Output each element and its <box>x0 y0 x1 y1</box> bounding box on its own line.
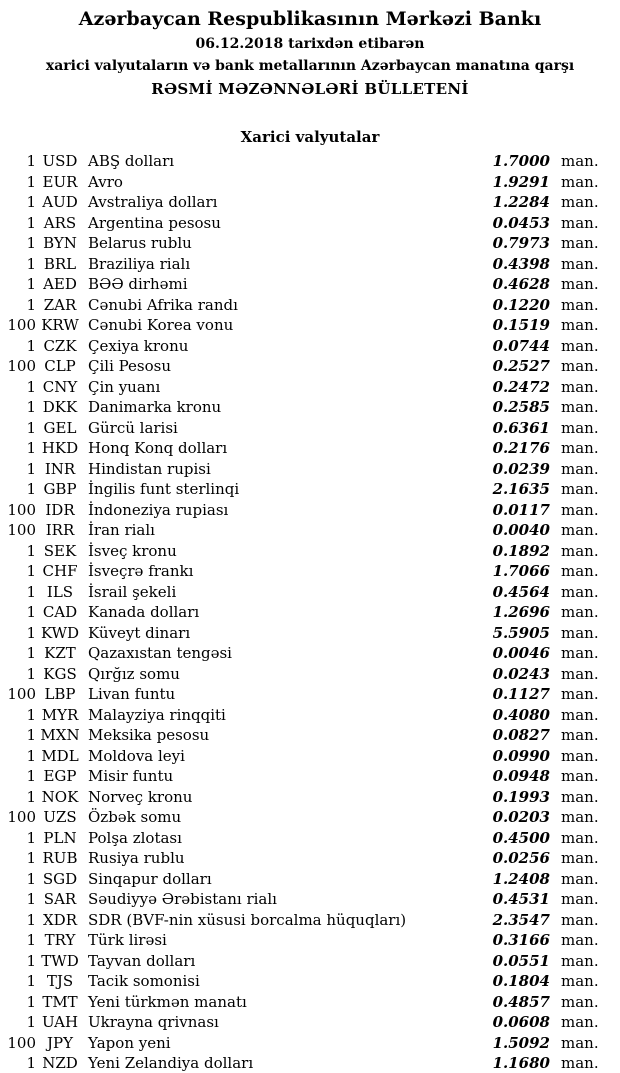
name-cell: Braziliya rialı <box>88 254 191 273</box>
code-cell: LBP <box>44 685 76 703</box>
unit-cell: man. <box>561 377 599 396</box>
nominal-cell: 100 <box>7 500 36 519</box>
name-cell: Gürcü larisi <box>88 418 178 437</box>
unit-cell: man. <box>561 500 599 519</box>
code-cell: KGS <box>43 664 77 683</box>
name-cell: Misir funtu <box>88 767 174 785</box>
rate-cell: 2.1635 <box>492 480 550 498</box>
rate-cell: 0.4080 <box>492 705 550 724</box>
code-cell: UZS <box>43 808 77 826</box>
unit-cell: man. <box>561 787 599 806</box>
code-cell: KZT <box>44 644 76 662</box>
nominal-cell: 100 <box>7 1033 36 1052</box>
name-cell: Ukrayna qrivnası <box>88 1013 219 1031</box>
nominal-cell: 1 <box>26 193 36 211</box>
nominal-cell: 1 <box>26 562 36 580</box>
rate-cell: 0.2527 <box>492 357 550 375</box>
code-cell: PLN <box>43 828 77 847</box>
rate-cell: 0.4628 <box>492 275 550 293</box>
rate-cell: 0.0243 <box>492 664 550 683</box>
code-cell: XDR <box>43 910 77 929</box>
name-cell: Çin yuanı <box>88 377 161 396</box>
code-cell: RUB <box>42 849 78 867</box>
code-cell: SEK <box>43 541 77 560</box>
table-row <box>0 336 620 357</box>
table-row <box>0 151 620 172</box>
rate-cell: 1.7066 <box>492 562 550 580</box>
code-cell: AED <box>43 275 77 293</box>
nominal-cell: 1 <box>26 603 36 621</box>
rate-cell: 0.3166 <box>492 931 550 949</box>
nominal-cell: 1 <box>26 972 36 990</box>
nominal-cell: 1 <box>26 582 36 601</box>
unit-cell: man. <box>561 418 599 437</box>
nominal-cell: 1 <box>26 767 36 785</box>
table-row <box>0 746 620 767</box>
nominal-cell: 1 <box>26 644 36 662</box>
unit-cell: man. <box>561 193 599 211</box>
table-row <box>0 951 620 972</box>
rate-cell: 0.6361 <box>492 418 550 437</box>
table-row <box>0 233 620 254</box>
code-cell: EGP <box>43 767 77 785</box>
code-cell: USD <box>42 152 78 170</box>
nominal-cell: 1 <box>26 664 36 683</box>
name-cell: Meksika pesosu <box>88 726 210 744</box>
code-cell: EUR <box>42 172 78 191</box>
unit-cell: man. <box>561 685 599 703</box>
table-row <box>0 1033 620 1054</box>
nominal-cell: 1 <box>26 705 36 724</box>
code-cell: KWD <box>40 623 80 642</box>
unit-cell: man. <box>561 357 599 375</box>
name-cell: Hindistan rupisi <box>88 459 211 478</box>
code-cell: CNY <box>42 377 78 396</box>
nominal-cell: 1 <box>26 910 36 929</box>
code-cell: ARS <box>43 213 77 232</box>
nominal-cell: 1 <box>26 254 36 273</box>
rate-cell: 1.2696 <box>492 603 550 621</box>
unit-cell: man. <box>561 316 599 334</box>
unit-cell: man. <box>561 869 599 888</box>
rate-cell: 0.0453 <box>492 213 550 232</box>
bulletin-title: RƏSMİ MƏZƏNNƏLƏRİ BÜLLETENİ <box>151 80 469 98</box>
rate-cell: 0.1804 <box>492 972 550 990</box>
table-row <box>0 520 620 541</box>
rate-cell: 0.0256 <box>492 849 550 867</box>
table-row <box>0 971 620 992</box>
name-cell: Argentina pesosu <box>88 213 221 232</box>
unit-cell: man. <box>561 664 599 683</box>
rate-cell: 1.2408 <box>492 869 550 888</box>
unit-cell: man. <box>561 623 599 642</box>
nominal-cell: 100 <box>7 357 36 375</box>
name-cell: Tayvan dolları <box>88 951 196 970</box>
table-row <box>0 910 620 931</box>
rate-cell: 0.0990 <box>492 746 550 765</box>
name-cell: Polşa zlotası <box>88 828 182 847</box>
table-row <box>0 561 620 582</box>
code-cell: GEL <box>43 418 77 437</box>
table-row <box>0 274 620 295</box>
nominal-cell: 1 <box>26 172 36 191</box>
name-cell: Malayziya rinqqiti <box>88 705 226 724</box>
unit-cell: man. <box>561 603 599 621</box>
name-cell: Cənubi Korea vonu <box>88 316 234 334</box>
unit-cell: man. <box>561 480 599 498</box>
unit-cell: man. <box>561 254 599 273</box>
code-cell: IRR <box>45 521 75 539</box>
unit-cell: man. <box>561 295 599 314</box>
rate-cell: 0.2176 <box>492 439 550 457</box>
rate-cell: 0.0744 <box>492 336 550 355</box>
unit-cell: man. <box>561 972 599 990</box>
rate-cell: 0.4857 <box>492 992 550 1011</box>
nominal-cell: 1 <box>26 787 36 806</box>
code-cell: TMT <box>42 992 78 1011</box>
table-row <box>0 664 620 685</box>
nominal-cell: 1 <box>26 849 36 867</box>
name-cell: İran rialı <box>88 521 155 539</box>
table-row <box>0 787 620 808</box>
bulletin-header <box>0 0 620 98</box>
nominal-cell: 1 <box>26 992 36 1011</box>
rate-cell: 0.2585 <box>492 398 550 416</box>
name-cell: Türk lirəsi <box>88 931 167 949</box>
code-cell: GBP <box>43 480 77 498</box>
nominal-cell: 1 <box>26 828 36 847</box>
code-cell: SAR <box>43 890 77 908</box>
nominal-cell: 1 <box>26 213 36 232</box>
nominal-cell: 1 <box>26 295 36 314</box>
name-cell: Səudiyyə Ərəbistanı rialı <box>88 890 277 908</box>
name-cell: Özbək somu <box>88 808 182 826</box>
table-row <box>0 1053 620 1073</box>
rate-cell: 0.0827 <box>492 726 550 744</box>
table-row <box>0 602 620 623</box>
rate-cell: 0.0948 <box>492 767 550 785</box>
table-row <box>0 930 620 951</box>
unit-cell: man. <box>561 931 599 949</box>
code-cell: ZAR <box>43 295 77 314</box>
name-cell: Qırğız somu <box>88 664 180 683</box>
code-cell: DKK <box>42 398 78 416</box>
table-row <box>0 459 620 480</box>
code-cell: CZK <box>43 336 77 355</box>
code-cell: TWD <box>41 951 79 970</box>
code-cell: JPY <box>46 1033 73 1052</box>
name-cell: SDR (BVF-nin xüsusi borcalma hüquqları) <box>88 910 407 929</box>
code-cell: MXN <box>40 726 80 744</box>
unit-cell: man. <box>561 890 599 908</box>
nominal-cell: 1 <box>26 1054 36 1072</box>
rate-cell: 0.1519 <box>492 316 550 334</box>
nominal-cell: 1 <box>26 377 36 396</box>
code-cell: TRY <box>44 931 76 949</box>
nominal-cell: 1 <box>26 234 36 252</box>
table-row <box>0 582 620 603</box>
code-cell: BYN <box>43 234 77 252</box>
code-cell: INR <box>44 459 76 478</box>
name-cell: BƏƏ dirhəmi <box>88 275 188 293</box>
unit-cell: man. <box>561 582 599 601</box>
nominal-cell: 1 <box>26 336 36 355</box>
code-cell: IDR <box>45 500 75 519</box>
subtitle-line: xarici valyutaların və bank metallarının Azərbaycan manatına qarşı <box>45 58 575 74</box>
nominal-cell: 100 <box>7 808 36 826</box>
rate-cell: 0.1127 <box>492 685 550 703</box>
name-cell: Livan funtu <box>88 685 176 703</box>
unit-cell: man. <box>561 992 599 1011</box>
unit-cell: man. <box>561 746 599 765</box>
unit-cell: man. <box>561 808 599 826</box>
nominal-cell: 1 <box>26 152 36 170</box>
table-row <box>0 889 620 910</box>
name-cell: Çili Pesosu <box>88 357 172 375</box>
nominal-cell: 1 <box>26 275 36 293</box>
nominal-cell: 1 <box>26 398 36 416</box>
unit-cell: man. <box>561 767 599 785</box>
table-row <box>0 172 620 193</box>
table-row <box>0 356 620 377</box>
rate-cell: 0.2472 <box>492 377 550 396</box>
table-row <box>0 1012 620 1033</box>
nominal-cell: 1 <box>26 746 36 765</box>
unit-cell: man. <box>561 910 599 929</box>
unit-cell: man. <box>561 644 599 662</box>
rate-cell: 0.0040 <box>492 521 550 539</box>
code-cell: SGD <box>42 869 78 888</box>
code-cell: TJS <box>46 972 74 990</box>
nominal-cell: 1 <box>26 1013 36 1031</box>
table-row <box>0 992 620 1013</box>
name-cell: İsrail şekeli <box>88 582 177 601</box>
table-row <box>0 807 620 828</box>
rate-cell: 0.0239 <box>492 459 550 478</box>
unit-cell: man. <box>561 234 599 252</box>
name-cell: Avstraliya dolları <box>88 193 218 211</box>
code-cell: CHF <box>42 562 78 580</box>
code-cell: CAD <box>42 603 78 621</box>
code-cell: HKD <box>41 439 79 457</box>
name-cell: İndoneziya rupiası <box>88 500 229 519</box>
name-cell: Çexiya kronu <box>88 336 189 355</box>
unit-cell: man. <box>561 459 599 478</box>
code-cell: NZD <box>42 1054 78 1072</box>
rate-cell: 1.5092 <box>492 1033 550 1052</box>
table-row <box>0 438 620 459</box>
code-cell: UAH <box>41 1013 79 1031</box>
unit-cell: man. <box>561 1054 599 1072</box>
nominal-cell: 1 <box>26 623 36 642</box>
name-cell: Yapon yeni <box>88 1033 171 1052</box>
table-row <box>0 828 620 849</box>
nominal-cell: 1 <box>26 541 36 560</box>
table-row <box>0 725 620 746</box>
name-cell: İsveçrə frankı <box>88 562 194 580</box>
table-row <box>0 397 620 418</box>
name-cell: Norveç kronu <box>88 787 193 806</box>
unit-cell: man. <box>561 1013 599 1031</box>
unit-cell: man. <box>561 213 599 232</box>
name-cell: Avro <box>88 172 123 191</box>
rate-cell: 1.9291 <box>492 172 550 191</box>
table-row <box>0 192 620 213</box>
name-cell: Yeni türkmən manatı <box>88 992 247 1011</box>
unit-cell: man. <box>561 275 599 293</box>
rate-cell: 0.0608 <box>492 1013 550 1031</box>
name-cell: İsveç kronu <box>88 541 177 560</box>
code-cell: KRW <box>41 316 79 334</box>
table-row <box>0 541 620 562</box>
table-row <box>0 500 620 521</box>
unit-cell: man. <box>561 398 599 416</box>
table-row <box>0 254 620 275</box>
nominal-cell: 100 <box>7 316 36 334</box>
table-row <box>0 295 620 316</box>
code-cell: MDL <box>41 746 79 765</box>
table-row <box>0 418 620 439</box>
date-line: 06.12.2018 tarixdən etibarən <box>195 36 425 52</box>
rate-cell: 0.1892 <box>492 541 550 560</box>
rate-cell: 0.0551 <box>492 951 550 970</box>
code-cell: CLP <box>44 357 76 375</box>
unit-cell: man. <box>561 336 599 355</box>
table-row <box>0 213 620 234</box>
rate-cell: 2.3547 <box>492 910 550 929</box>
rate-cell: 0.7973 <box>492 234 550 252</box>
rate-cell: 0.1220 <box>492 295 550 314</box>
section-title: Xarici valyutalar <box>240 128 380 146</box>
nominal-cell: 1 <box>26 459 36 478</box>
name-cell: ABŞ dolları <box>88 152 175 170</box>
unit-cell: man. <box>561 541 599 560</box>
rate-cell: 1.1680 <box>492 1054 550 1072</box>
nominal-cell: 1 <box>26 480 36 498</box>
name-cell: Belarus rublu <box>88 234 192 252</box>
table-row <box>0 684 620 705</box>
bank-name: Azərbaycan Respublikasının Mərkəzi Bankı <box>78 8 542 30</box>
unit-cell: man. <box>561 521 599 539</box>
unit-cell: man. <box>561 152 599 170</box>
unit-cell: man. <box>561 951 599 970</box>
rate-cell: 0.0117 <box>492 500 550 519</box>
table-row <box>0 479 620 500</box>
name-cell: Qazaxıstan tengəsi <box>88 644 232 662</box>
rate-cell: 5.5905 <box>492 623 550 642</box>
nominal-cell: 100 <box>7 685 36 703</box>
unit-cell: man. <box>561 439 599 457</box>
name-cell: Cənubi Afrika randı <box>88 295 238 314</box>
rate-cell: 0.4564 <box>492 582 550 601</box>
code-cell: MYR <box>41 705 79 724</box>
name-cell: Kanada dolları <box>88 603 200 621</box>
name-cell: Rusiya rublu <box>88 849 185 867</box>
unit-cell: man. <box>561 726 599 744</box>
table-row <box>0 643 620 664</box>
unit-cell: man. <box>561 562 599 580</box>
unit-cell: man. <box>561 1033 599 1052</box>
nominal-cell: 100 <box>7 521 36 539</box>
rate-cell: 0.0046 <box>492 644 550 662</box>
nominal-cell: 1 <box>26 951 36 970</box>
unit-cell: man. <box>561 705 599 724</box>
rate-cell: 1.2284 <box>492 193 550 211</box>
rates-table <box>0 151 620 1073</box>
name-cell: Danimarka kronu <box>88 398 222 416</box>
table-row <box>0 623 620 644</box>
rate-cell: 0.4531 <box>492 890 550 908</box>
rate-cell: 0.4398 <box>492 254 550 273</box>
nominal-cell: 1 <box>26 726 36 744</box>
code-cell: NOK <box>41 787 79 806</box>
code-cell: AUD <box>42 193 78 211</box>
table-row <box>0 766 620 787</box>
code-cell: ILS <box>46 582 74 601</box>
rate-cell: 0.0203 <box>492 808 550 826</box>
nominal-cell: 1 <box>26 418 36 437</box>
name-cell: Tacik somonisi <box>88 972 200 990</box>
name-cell: İngilis funt sterlinqi <box>88 480 240 498</box>
nominal-cell: 1 <box>26 931 36 949</box>
name-cell: Moldova leyi <box>88 746 185 765</box>
code-cell: BRL <box>43 254 77 273</box>
name-cell: Yeni Zelandiya dolları <box>88 1054 254 1072</box>
name-cell: Sinqapur dolları <box>88 869 212 888</box>
table-row <box>0 705 620 726</box>
table-row <box>0 377 620 398</box>
rate-cell: 0.1993 <box>492 787 550 806</box>
table-row <box>0 869 620 890</box>
nominal-cell: 1 <box>26 890 36 908</box>
name-cell: Küveyt dinarı <box>88 623 191 642</box>
rate-cell: 1.7000 <box>492 152 550 170</box>
table-row <box>0 315 620 336</box>
unit-cell: man. <box>561 849 599 867</box>
nominal-cell: 1 <box>26 869 36 888</box>
unit-cell: man. <box>561 172 599 191</box>
rate-cell: 0.4500 <box>492 828 550 847</box>
unit-cell: man. <box>561 828 599 847</box>
name-cell: Honq Konq dolları <box>88 439 228 457</box>
nominal-cell: 1 <box>26 439 36 457</box>
table-row <box>0 848 620 869</box>
